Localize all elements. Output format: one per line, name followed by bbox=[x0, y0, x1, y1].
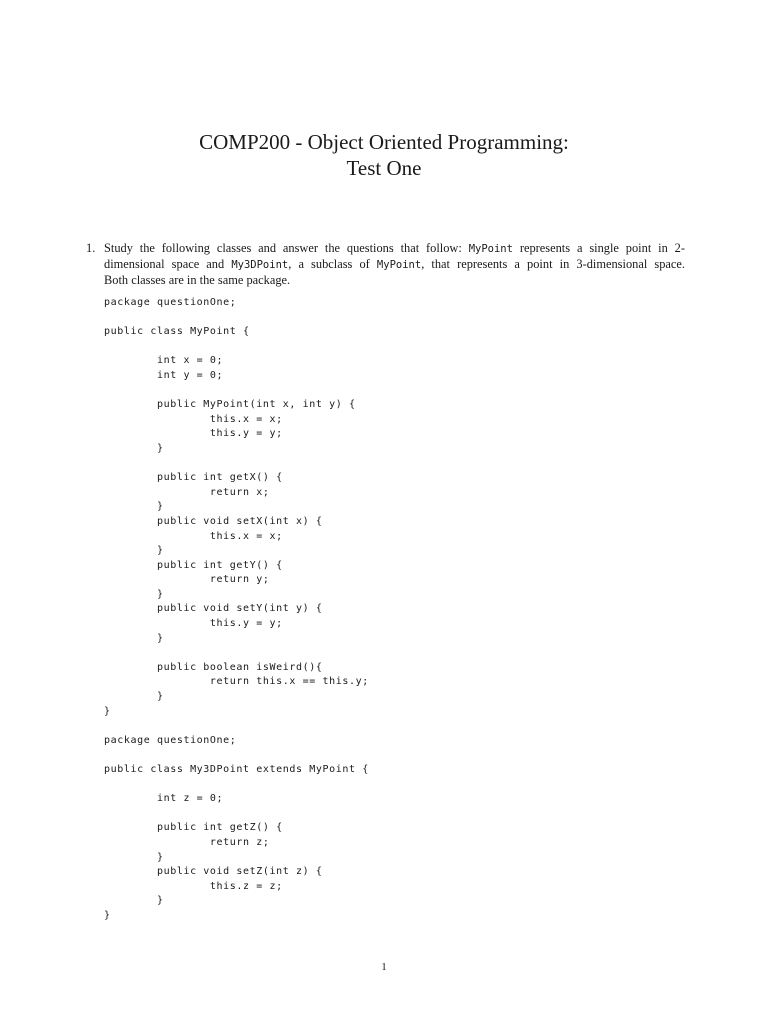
inline-code: MyPoint bbox=[468, 243, 513, 255]
inline-code: My3DPoint bbox=[231, 259, 289, 271]
question-text bbox=[104, 241, 685, 288]
code-line bbox=[104, 340, 369, 355]
code-line: } bbox=[104, 632, 164, 644]
code-line: public int getX() { bbox=[104, 472, 283, 484]
code-line: return this.x == this.y; bbox=[104, 676, 369, 688]
code-line: } bbox=[104, 705, 111, 717]
code-line: this.z = z; bbox=[104, 880, 283, 892]
question-text-line-1 bbox=[104, 241, 685, 257]
code-line: public void setX(int x) { bbox=[104, 515, 323, 527]
code-line: } bbox=[104, 851, 164, 863]
code-line: this.x = x; bbox=[104, 413, 283, 425]
code-line: public int getZ() { bbox=[104, 822, 283, 834]
code-line bbox=[104, 748, 369, 763]
code-line bbox=[104, 719, 369, 734]
document-title-line-1: COMP200 - Object Oriented Programming: bbox=[199, 130, 569, 154]
code-line: return y; bbox=[104, 574, 270, 586]
code-line bbox=[104, 311, 369, 326]
code-line bbox=[104, 646, 369, 661]
code-line: int z = 0; bbox=[104, 793, 224, 805]
code-listing bbox=[104, 296, 369, 924]
code-line: } bbox=[104, 545, 164, 557]
code-line: public boolean isWeird(){ bbox=[104, 661, 323, 673]
code-line: } bbox=[104, 691, 164, 703]
code-line: public int getY() { bbox=[104, 559, 283, 571]
question-text-line-2 bbox=[104, 257, 685, 273]
code-line: package questionOne; bbox=[104, 297, 237, 308]
code-line: public class MyPoint { bbox=[104, 326, 250, 338]
code-line: } bbox=[104, 909, 111, 921]
code-line: this.y = y; bbox=[104, 428, 283, 440]
page-number: 1 bbox=[381, 961, 387, 973]
code-line bbox=[104, 807, 369, 822]
code-line bbox=[104, 778, 369, 793]
code-line: } bbox=[104, 442, 164, 454]
code-line: public class My3DPoint extends MyPoint { bbox=[104, 764, 369, 775]
code-line: return z; bbox=[104, 836, 270, 848]
code-line bbox=[104, 457, 369, 472]
code-line: } bbox=[104, 501, 164, 513]
code-line: package questionOne; bbox=[104, 734, 237, 746]
code-line bbox=[104, 384, 369, 399]
question-text-segment: represents a single point in 2- bbox=[519, 241, 685, 255]
code-line: return x; bbox=[104, 486, 270, 498]
question-number: 1. bbox=[86, 241, 96, 255]
code-line: int x = 0; bbox=[104, 355, 224, 367]
code-line: public void setZ(int z) { bbox=[104, 866, 323, 878]
question-text-segment: , that represents a point in 3-dimensional space. bbox=[421, 257, 685, 271]
inline-code: MyPoint bbox=[376, 259, 422, 271]
code-line: public void setY(int y) { bbox=[104, 603, 323, 615]
question-text-segment: , a subclass of bbox=[288, 257, 370, 271]
document-title-line-2: Test One bbox=[346, 156, 422, 180]
question-text-line-3: Both classes are in the same package. bbox=[104, 273, 291, 287]
code-line: this.x = x; bbox=[104, 530, 283, 542]
question-text-segment: dimensional space and bbox=[104, 257, 225, 271]
code-line: int y = 0; bbox=[104, 369, 224, 381]
code-line: } bbox=[104, 895, 164, 907]
code-line: } bbox=[104, 588, 164, 600]
question-text-segment: Study the following classes and answer the questions that follow: bbox=[104, 241, 462, 255]
code-line: public MyPoint(int x, int y) { bbox=[104, 399, 356, 411]
code-line: this.y = y; bbox=[104, 618, 283, 630]
